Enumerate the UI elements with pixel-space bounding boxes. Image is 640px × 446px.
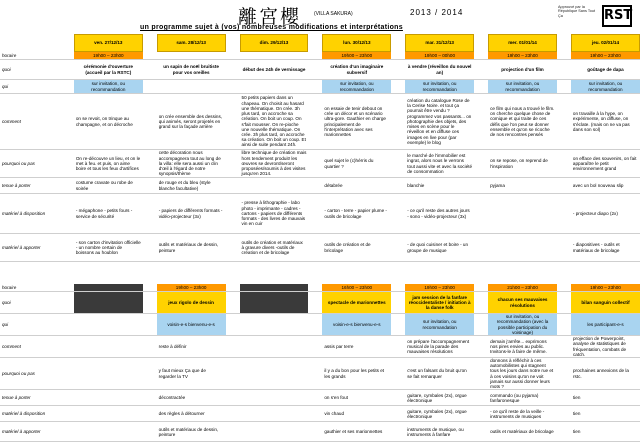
- cell-tenue: [240, 178, 309, 194]
- cell-comment: [240, 336, 309, 358]
- gap-cell: [391, 422, 405, 442]
- gap-cell: [226, 194, 240, 234]
- year-label: 2013 / 2014: [410, 8, 464, 17]
- cell-horaire: 19h00 – 23h00: [488, 52, 557, 60]
- gap-cell: [60, 94, 74, 150]
- gap-cell: [557, 194, 571, 234]
- row-label: comment: [0, 94, 60, 150]
- gap-cell: [226, 292, 240, 314]
- cell-horaire: [240, 52, 309, 60]
- cell-tenue: tien: [571, 390, 640, 406]
- cell-tenue: avec un bol nouveau slip: [571, 178, 640, 194]
- cell-pourquoi: le marché de l'immobilier est ingrat, alors nous le verrons tout aussi vite et avec la société de consommation: [405, 150, 474, 178]
- gap-cell: [474, 234, 488, 262]
- gap-cell: [143, 150, 157, 178]
- cell-qui: sur invitation, ou recommandation: [488, 80, 557, 94]
- cell-qui: sur invitation, ou recommandation: [571, 80, 640, 94]
- cell-apporter: [240, 422, 309, 442]
- cell-pourquoi: y faut mieux Ça que de regarder la TV: [157, 358, 226, 390]
- gap-cell: [226, 284, 240, 292]
- gap-cell: [557, 284, 571, 292]
- gap-cell: [391, 80, 405, 94]
- cell-pourquoi: c'est un falsant du bruit qu'on se fait remarquer: [405, 358, 474, 390]
- gap-cell: [391, 60, 405, 80]
- cell-comment: assis par terre: [322, 336, 391, 358]
- row-pourquoi: [0, 358, 640, 390]
- gap-cell: [226, 422, 240, 442]
- gap-cell: [391, 406, 405, 422]
- cell-dispo: - mégaphone - petits fours - service de sécurité: [74, 194, 143, 234]
- cell-comment: projection de Powerpoint, analyse de statistiques de fréquentation, combats de catch.: [571, 336, 640, 358]
- gap-cell: [391, 178, 405, 194]
- row-label: matériel à disposition: [0, 406, 60, 422]
- gap-cell: [60, 284, 74, 292]
- gap-cell: [60, 194, 74, 234]
- cell-pourquoi: [74, 358, 143, 390]
- cell-horaire: [74, 284, 143, 292]
- row-label: qui: [0, 314, 60, 336]
- cell-horaire: 19h00 – 23h00: [571, 284, 640, 292]
- cell-quoi: [74, 292, 143, 314]
- gap-cell: [474, 336, 488, 358]
- row-quoi: [0, 60, 640, 80]
- cell-qui: [157, 80, 226, 94]
- cell-qui: voisin-e-s bienvenu-e-s: [157, 314, 226, 336]
- gap-cell: [143, 34, 157, 52]
- cell-pourquoi: donnons à réfléchir à ces automobilistes qui stagnent tous les jours dans notre rue et à ces voisins qu'on ne voit jamais sur aussi donner leurs mots ?: [488, 358, 557, 390]
- row-label: qui: [0, 80, 60, 94]
- cell-apporter: outils de création et de bricolage: [322, 234, 391, 262]
- cell-comment: ce film qui nous a trouvé le film. on cherche quelque chose de comique et qui traite de ces défis que l'on peut se donner ensemble et qu'on se ricoche de nos rencontres pensés: [488, 94, 557, 150]
- gap-cell: [143, 336, 157, 358]
- cell-dispo: - carton - terre - papier plume - outils de bricolage: [322, 194, 391, 234]
- cell-horaire: 21h00 – 23h00: [488, 284, 557, 292]
- day-header-row: [0, 34, 640, 52]
- day-header: lun. 30/12/13: [322, 34, 391, 52]
- gap-cell: [308, 178, 322, 194]
- gap-cell: [308, 422, 322, 442]
- cell-comment: on crée ensemble des dessins, qui animés, seront projetés en grand sur la façade arrière: [157, 94, 226, 150]
- row-dispo: [0, 406, 640, 422]
- row-label: matériel à apporter: [0, 234, 60, 262]
- cell-pourquoi: prochaines annexions de la rstc.: [571, 358, 640, 390]
- schedule-week-1: [0, 34, 640, 262]
- cell-quoi: à vendre (réveillon du nouvel an): [405, 60, 474, 80]
- gap-cell: [308, 234, 322, 262]
- cell-apporter: [74, 422, 143, 442]
- cell-tenue: [74, 390, 143, 406]
- row-label: pourquoi ou pas: [0, 358, 60, 390]
- cell-tenue: pyjama: [488, 178, 557, 194]
- cell-quoi: bilan sanguin collectif: [571, 292, 640, 314]
- gap-cell: [308, 34, 322, 52]
- cell-pourquoi: cette décoration nous accompagnera tout au long de la villa: elle sera aussi un clin d'œil à l'égard de notre synopsis/thème: [157, 150, 226, 178]
- gap-cell: [143, 52, 157, 60]
- gap-cell: [557, 358, 571, 390]
- gap-cell: [226, 390, 240, 406]
- cell-tenue: guitare, cymbales (2x), orgue électronique: [405, 390, 474, 406]
- gap-cell: [557, 336, 571, 358]
- gap-cell: [143, 292, 157, 314]
- row-label: matériel à disposition: [0, 194, 60, 234]
- cell-comment: on travaille à la hype, on expérimente, on diffuse, on s'éclate. (mais on ne va pas dans son sol): [571, 94, 640, 150]
- cell-horaire: 19h00 – 23h00: [405, 284, 474, 292]
- cell-apporter: instruments de musique, ou instruments à fanfare: [405, 422, 474, 442]
- gap-cell: [557, 314, 571, 336]
- cell-tenue: détabrée: [322, 178, 391, 194]
- cell-tenue: on s'en fout: [322, 390, 391, 406]
- gap-cell: [226, 150, 240, 178]
- cell-tenue: [240, 390, 309, 406]
- cell-horaire: [240, 284, 309, 292]
- gap-cell: [308, 80, 322, 94]
- gap-cell: [474, 60, 488, 80]
- gap-cell: [60, 292, 74, 314]
- villa-label: (VILLA SAKURA): [314, 11, 353, 17]
- gap-cell: [557, 406, 571, 422]
- cell-tenue: blanchie: [405, 178, 474, 194]
- gap-cell: [308, 390, 322, 406]
- cell-dispo: vin chaud: [322, 406, 391, 422]
- gap-cell: [143, 194, 157, 234]
- gap-cell: [226, 234, 240, 262]
- gap-cell: [226, 34, 240, 52]
- cell-dispo: des règles à détourner: [157, 406, 226, 422]
- cell-pourquoi: [240, 358, 309, 390]
- cell-quoi: création d'un imaginaire subversif: [322, 60, 391, 80]
- gap-cell: [308, 358, 322, 390]
- gap-cell: [308, 406, 322, 422]
- gap-cell: [60, 358, 74, 390]
- gap-cell: [226, 406, 240, 422]
- gap-cell: [557, 34, 571, 52]
- gap-cell: [308, 336, 322, 358]
- gap-cell: [474, 178, 488, 194]
- row-horaire: [0, 52, 640, 60]
- gap-cell: [60, 80, 74, 94]
- row-label: quoi: [0, 292, 60, 314]
- gap-cell: [60, 52, 74, 60]
- cell-apporter: - son carton d'invitation officielle - un nombre certain de boissons au houblon: [74, 234, 143, 262]
- gap-cell: [60, 34, 74, 52]
- row-label: tenue à porter: [0, 390, 60, 406]
- cell-comment: on se revoit, on trinque au champagne, et on décroche: [74, 94, 143, 150]
- cell-horaire: 19h00 – 00h00: [405, 52, 474, 60]
- row-tenue: [0, 178, 640, 194]
- row-qui: [0, 314, 640, 336]
- gap-cell: [226, 80, 240, 94]
- gap-cell: [308, 284, 322, 292]
- cell-comment: 50 petits papiers dans un chapeau. On choisit au hasard une thématique. On crée. 3h plus tard, on accroche sa création. On boit un coup. On s'fait mousser. On re-pioche une nouvelle thématique. On crée. 3h plus tard, on accroche sa création. On boit un coup. Et ainsi de suite pendant 24h.: [240, 94, 309, 150]
- gap-cell: [226, 52, 240, 60]
- gap-cell: [143, 234, 157, 262]
- gap-cell: [60, 390, 74, 406]
- gap-cell: [557, 292, 571, 314]
- gap-cell: [226, 60, 240, 80]
- cell-tenue: de rouge et du bleu (style blanche facultative): [157, 178, 226, 194]
- cell-pourquoi: On re-découvre un lieu, et on le met à feu. et puis, on aime boire et tous les feux d'artifices: [74, 150, 143, 178]
- cell-comment: on prépare l'accompagnement musical de la parade des mauvaises résolutions: [405, 336, 474, 358]
- cell-horaire: 19h00 – 23h00: [322, 52, 391, 60]
- day-header: mar. 31/12/13: [405, 34, 474, 52]
- corner-cell: [0, 34, 60, 52]
- page-header: [0, 2, 640, 32]
- gap-cell: [474, 150, 488, 178]
- cell-apporter: - de quoi cuisiner et boire - un groupe de musique: [405, 234, 474, 262]
- cell-pourquoi: libre technique de création mais hors tendement produit! les œuvres se devront/seront proposées/soumis à des visites jusqu'en 2014.: [240, 150, 309, 178]
- gap-cell: [308, 314, 322, 336]
- cell-qui: sur invitation, ou recommandation: [405, 80, 474, 94]
- cell-apporter: [488, 234, 557, 262]
- cell-horaire: 19h00 – 23h00: [74, 52, 143, 60]
- cell-apporter: gauthier et ses marionnettes: [322, 422, 391, 442]
- cell-dispo: guitare, cymbales (2x), orgue électronique: [405, 406, 474, 422]
- cell-comment: on essaie de tenir debout on crée un décor et un scénario ultra-gore. Gauthier en charge principalement de l'interprétation avec ses marionnettes: [322, 94, 391, 150]
- gap-cell: [557, 150, 571, 178]
- cell-apporter: outils et matériaux de dessin, peinture: [157, 422, 226, 442]
- cell-dispo: - papiers de différents formats - vidéo-projecteur (3x): [157, 194, 226, 234]
- row-comment: [0, 94, 640, 150]
- gap-cell: [391, 314, 405, 336]
- gap-cell: [391, 52, 405, 60]
- cell-pourquoi: on se repose, on reprend de l'inspiration: [488, 150, 557, 178]
- gap-cell: [474, 390, 488, 406]
- gap-cell: [226, 314, 240, 336]
- gap-cell: [474, 358, 488, 390]
- gap-cell: [143, 178, 157, 194]
- cell-comment: reste à définir: [157, 336, 226, 358]
- schedule-week-2: [0, 284, 640, 442]
- gap-cell: [391, 150, 405, 178]
- gap-cell: [143, 80, 157, 94]
- cell-quoi: goûtage de dapa: [571, 60, 640, 80]
- gap-cell: [391, 336, 405, 358]
- cell-tenue: costume cravate ou robe de soirée: [74, 178, 143, 194]
- gap-cell: [143, 60, 157, 80]
- gap-cell: [143, 358, 157, 390]
- cell-comment: création du catalogue Rose de la Cerise Noire. et tout ça pourrait être vendu ? programmez vos passants... on photographie des objets, des mises en scène pour le réveillon et en diffuse ces images en live pour (par exemple) le blog: [405, 94, 474, 150]
- row-label: horaire: [0, 52, 60, 60]
- cell-horaire: [157, 52, 226, 60]
- gap-cell: [474, 314, 488, 336]
- gap-cell: [557, 178, 571, 194]
- cell-qui: sur invitation, ou recommandation: [405, 314, 474, 336]
- rst-logo: [558, 5, 634, 29]
- cell-qui: les participant-e-s: [571, 314, 640, 336]
- gap-cell: [143, 94, 157, 150]
- gap-cell: [308, 52, 322, 60]
- row-pourquoi: [0, 150, 640, 178]
- cell-dispo: [240, 406, 309, 422]
- gap-cell: [308, 60, 322, 80]
- cell-horaire: 16h00 – 23h00: [322, 284, 391, 292]
- cell-comment: demain j'arrête... exprimons nos pires envies au public. Invitons-le à faire de même.: [488, 336, 557, 358]
- logo-caption: Approuvé par la République Sans Tout Ça: [558, 5, 596, 18]
- gap-cell: [391, 94, 405, 150]
- row-tenue: [0, 390, 640, 406]
- cell-apporter: outils et matériaux de bricolage: [488, 422, 557, 442]
- gap-cell: [60, 406, 74, 422]
- gap-cell: [557, 80, 571, 94]
- gap-cell: [226, 178, 240, 194]
- cell-quoi: projection d'un film: [488, 60, 557, 80]
- gap-cell: [474, 80, 488, 94]
- day-header: dim. 29/12/13: [240, 34, 309, 52]
- cell-horaire: 19h00 – 23h00: [157, 284, 226, 292]
- cell-quoi: [240, 292, 309, 314]
- gap-cell: [143, 422, 157, 442]
- gap-cell: [474, 34, 488, 52]
- day-header: ven. 27/12/13: [74, 34, 143, 52]
- gap-cell: [557, 234, 571, 262]
- gap-cell: [391, 194, 405, 234]
- gap-cell: [557, 52, 571, 60]
- gap-cell: [474, 422, 488, 442]
- cell-tenue: décontractée: [157, 390, 226, 406]
- gap-cell: [557, 60, 571, 80]
- cell-qui: sur invitation, ou recommandation: [74, 80, 143, 94]
- gap-cell: [60, 150, 74, 178]
- gap-cell: [308, 194, 322, 234]
- gap-cell: [557, 422, 571, 442]
- cell-comment: [74, 336, 143, 358]
- row-apporter: [0, 422, 640, 442]
- cell-dispo: - presse à lithographie - labo photo - imprimante - cadres - cartons - papiers de différents formats - des livres de mauvais vin en cuir: [240, 194, 309, 234]
- cell-dispo: - projecteur diapo (2x): [571, 194, 640, 234]
- cell-dispo: tien: [571, 406, 640, 422]
- row-quoi: [0, 292, 640, 314]
- gap-cell: [143, 314, 157, 336]
- gap-cell: [474, 52, 488, 60]
- gap-cell: [308, 150, 322, 178]
- gap-cell: [60, 314, 74, 336]
- gap-cell: [143, 390, 157, 406]
- gap-cell: [226, 336, 240, 358]
- gap-cell: [474, 284, 488, 292]
- cell-quoi: jam session de la fanfare réoccidentaliste / initiation à la danse folk: [405, 292, 474, 314]
- cell-dispo: - ce qu'il reste de la veille - instruments de musiques: [488, 406, 557, 422]
- cell-dispo: [488, 194, 557, 234]
- cell-qui: sur invitation, ou recommandation: [322, 80, 391, 94]
- gap-cell: [474, 194, 488, 234]
- cell-qui: [240, 314, 309, 336]
- row-label: quoi: [0, 60, 60, 80]
- gap-cell: [226, 94, 240, 150]
- gap-cell: [391, 390, 405, 406]
- cell-dispo: [74, 406, 143, 422]
- cell-tenue: commando (ou pyjama) fanfaronesque: [488, 390, 557, 406]
- row-label: horaire: [0, 284, 60, 292]
- gap-cell: [391, 284, 405, 292]
- gap-cell: [391, 234, 405, 262]
- row-apporter: [0, 234, 640, 262]
- cell-quoi: spectacle de marionnettes: [322, 292, 391, 314]
- gap-cell: [226, 358, 240, 390]
- cell-qui: voisin-e-s bienvenu-e-s: [322, 314, 391, 336]
- cell-quoi: début des 24h de vernissage: [240, 60, 309, 80]
- row-comment: [0, 336, 640, 358]
- row-dispo: [0, 194, 640, 234]
- subtitle: un programme sujet à (vos) nombreuses modifications et interprétations: [140, 24, 403, 31]
- cell-qui: [74, 314, 143, 336]
- row-label: comment: [0, 336, 60, 358]
- gap-cell: [60, 234, 74, 262]
- cell-quoi: un sapin de noël bruitiste pour vos oreilles: [157, 60, 226, 80]
- day-header: jeu. 02/01/14: [571, 34, 640, 52]
- gap-cell: [60, 422, 74, 442]
- cell-apporter: outils et matériaux de dessin, peinture: [157, 234, 226, 262]
- gap-cell: [557, 94, 571, 150]
- gap-cell: [308, 94, 322, 150]
- gap-cell: [391, 292, 405, 314]
- cell-quoi: jeux rigolo de dessin: [157, 292, 226, 314]
- gap-cell: [391, 34, 405, 52]
- gap-cell: [143, 284, 157, 292]
- row-qui: [0, 80, 640, 94]
- cell-qui: sur invitation, ou recommandation (avec la possible participation du voisinage): [488, 314, 557, 336]
- gap-cell: [60, 178, 74, 194]
- gap-cell: [391, 358, 405, 390]
- cell-dispo: - ce qu'il reste des autres jours - sono - vidéo-projecteur (3x): [405, 194, 474, 234]
- cell-pourquoi: on efface des souvenirs, on fait apparaître le petit environnement grand: [571, 150, 640, 178]
- gap-cell: [308, 292, 322, 314]
- gap-cell: [60, 336, 74, 358]
- cell-quoi: cérémonie d'ouverture (accueil par la RSTC): [74, 60, 143, 80]
- gap-cell: [60, 60, 74, 80]
- gap-cell: [474, 292, 488, 314]
- row-label: pourquoi ou pas: [0, 150, 60, 178]
- cell-qui: [240, 80, 309, 94]
- gap-cell: [474, 406, 488, 422]
- cell-apporter: - diapositives - outils et matériaux de bricolage: [571, 234, 640, 262]
- logo-mark: RST: [602, 5, 632, 27]
- kanji-title: 離宮櫻: [238, 6, 302, 28]
- row-label: matériel à apporter: [0, 422, 60, 442]
- cell-apporter: tien: [571, 422, 640, 442]
- row-horaire: [0, 284, 640, 292]
- day-header: mer. 01/01/14: [488, 34, 557, 52]
- day-header: sam. 28/12/13: [157, 34, 226, 52]
- cell-pourquoi: il y a du bon pour les petits et les grands: [322, 358, 391, 390]
- gap-cell: [474, 94, 488, 150]
- cell-horaire: 19h00 – 23h00: [571, 52, 640, 60]
- cell-apporter: outils de création et matériaux à gravure divers -outils de création et de bricolage: [240, 234, 309, 262]
- cell-quoi: chacun ses mauvaises résolutions: [488, 292, 557, 314]
- cell-pourquoi: quel sujet le (c)hérris du quartier ?: [322, 150, 391, 178]
- gap-cell: [143, 406, 157, 422]
- row-label: tenue à porter: [0, 178, 60, 194]
- gap-cell: [557, 390, 571, 406]
